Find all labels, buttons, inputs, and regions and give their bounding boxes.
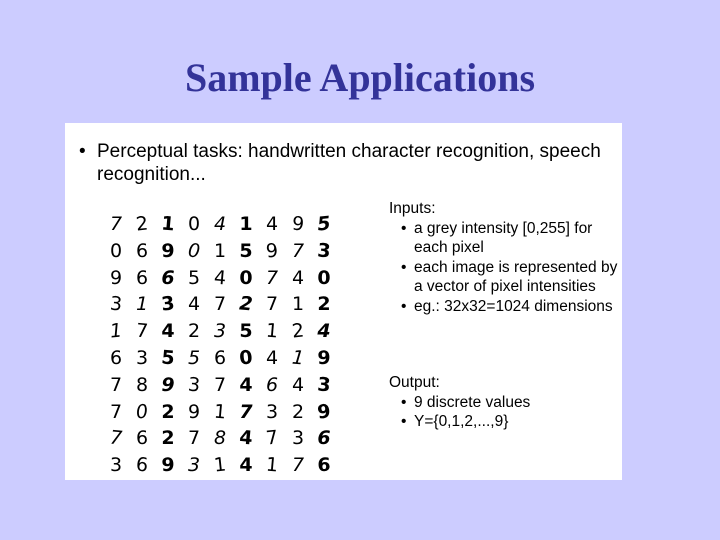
digit-cell: 1 <box>213 239 227 262</box>
digit-cell: 4 <box>161 320 175 343</box>
output-item <box>389 393 619 413</box>
digit-cell: 2 <box>238 292 254 316</box>
digit-cell: 7 <box>264 426 280 450</box>
digit-cell: 1 <box>291 293 305 316</box>
output-heading: Output: <box>389 374 440 391</box>
digit-cell: 5 <box>316 212 332 236</box>
digit-cell: 2 <box>291 400 305 423</box>
digit-cell: 4 <box>291 373 305 396</box>
digit-cell: 6 <box>317 454 331 477</box>
digit-cell: 6 <box>265 373 279 396</box>
inputs-block <box>389 199 619 316</box>
digit-cell: 7 <box>213 373 227 396</box>
digit-cell: 7 <box>187 427 201 450</box>
digit-cell: 1 <box>265 453 280 477</box>
inputs-item-text: each image is represented by a vector of pixel intensities <box>414 258 618 295</box>
digit-cell: 9 <box>187 400 201 423</box>
output-item-text: Y={0,1,2,...,9} <box>414 413 509 430</box>
digit-cell: 0 <box>187 239 202 263</box>
digit-cell: 7 <box>265 266 279 289</box>
digit-cell: 0 <box>317 266 331 289</box>
digit-cell: 9 <box>291 212 306 236</box>
inputs-item <box>389 297 619 317</box>
digit-cell: 3 <box>160 292 176 317</box>
digit-cell: 3 <box>187 373 202 397</box>
digit-cell: 7 <box>109 373 123 396</box>
digit-cell: 3 <box>291 427 305 450</box>
digit-cell: 0 <box>134 400 150 424</box>
digit-cell: 1 <box>160 212 176 236</box>
digit-cell: 5 <box>239 239 253 262</box>
digit-cell: 8 <box>135 373 149 396</box>
digit-cell: 1 <box>212 453 228 477</box>
digit-cell: 6 <box>161 266 175 289</box>
digit-cell: 5 <box>187 346 201 369</box>
content-panel <box>65 123 622 480</box>
inputs-item-text: eg.: 32x32=1024 dimensions <box>414 297 613 315</box>
digit-cell: 7 <box>109 400 123 423</box>
digit-cell: 7 <box>135 319 150 343</box>
digit-cell: 3 <box>316 239 332 263</box>
digit-cell: 9 <box>109 266 123 289</box>
digit-cell: 3 <box>135 346 149 369</box>
digit-cell: 8 <box>213 427 227 450</box>
digit-cell: 2 <box>187 320 201 343</box>
digit-cell: 3 <box>265 400 279 423</box>
digit-cell: 9 <box>161 373 175 396</box>
digit-cell: 6 <box>135 453 150 477</box>
inputs-item <box>389 219 619 258</box>
digit-cell: 3 <box>109 292 124 316</box>
digit-cell: 4 <box>265 346 279 369</box>
digit-cell: 2 <box>290 319 306 343</box>
bullet-icon: • <box>401 393 407 411</box>
bullet-icon: • <box>79 141 86 162</box>
digit-cell: 9 <box>161 239 175 262</box>
inputs-item-text: a grey intensity [0,255] for each pixel <box>414 219 593 256</box>
output-item-text: 9 discrete values <box>414 393 531 411</box>
digit-cell: 7 <box>291 239 305 262</box>
digit-grid <box>103 211 343 479</box>
inputs-list <box>389 219 619 317</box>
digit-cell: 7 <box>239 400 253 423</box>
digit-cell: 3 <box>187 454 201 477</box>
digit-cell: 4 <box>238 426 254 450</box>
digit-cell: 5 <box>187 266 201 289</box>
bullet-icon: • <box>401 258 407 276</box>
digit-cell: 4 <box>239 373 253 396</box>
digit-cell: 6 <box>135 239 149 262</box>
digit-cell: 0 <box>239 266 253 289</box>
digit-cell: 1 <box>265 319 280 343</box>
digit-cell: 1 <box>213 400 228 424</box>
digit-cell: 3 <box>316 373 332 397</box>
digit-cell: 9 <box>264 239 280 263</box>
digit-cell: 4 <box>239 454 253 477</box>
digit-cell: 2 <box>317 293 331 316</box>
digit-cell: 6 <box>135 427 149 450</box>
main-bullet-text: Perceptual tasks: handwritten character recognition, speech recognition... <box>97 141 601 185</box>
output-block <box>389 373 619 432</box>
digit-cell: 2 <box>134 212 150 236</box>
digit-cell: 4 <box>291 266 305 289</box>
slide-title: Sample Applications <box>184 55 536 100</box>
digit-cell: 7 <box>109 213 123 235</box>
bullet-icon: • <box>401 297 407 315</box>
digit-cell: 1 <box>135 293 149 316</box>
digit-cell: 0 <box>187 213 201 235</box>
bullet-icon: • <box>401 219 407 237</box>
digit-cell: 6 <box>317 427 331 450</box>
digit-cell: 3 <box>213 320 227 343</box>
digit-cell: 4 <box>265 213 279 235</box>
digit-cell: 9 <box>161 454 175 477</box>
bullet-icon: • <box>401 413 407 430</box>
digit-cell: 4 <box>213 266 228 290</box>
digit-cell: 3 <box>109 454 123 477</box>
inputs-heading: Inputs: <box>389 200 436 217</box>
digit-cell: 7 <box>213 293 227 316</box>
digit-cell: 7 <box>265 293 279 316</box>
digit-cell: 1 <box>291 346 306 370</box>
digit-cell: 2 <box>161 400 175 423</box>
digit-cell: 6 <box>135 266 149 289</box>
main-bullet <box>79 140 609 186</box>
digit-cell: 1 <box>108 319 124 343</box>
digit-cell: 2 <box>161 427 175 450</box>
output-list <box>389 393 619 432</box>
output-item <box>389 412 619 432</box>
digit-cell: 9 <box>317 346 331 369</box>
digit-cell: 0 <box>238 346 254 370</box>
digit-cell: 5 <box>239 320 253 343</box>
digit-cell: 6 <box>213 346 227 369</box>
digit-cell: 4 <box>213 213 227 235</box>
digit-cell: 1 <box>239 213 253 235</box>
digit-cell: 7 <box>109 426 124 450</box>
digit-cell: 4 <box>187 293 201 316</box>
digit-cell: 5 <box>160 346 176 370</box>
digit-cell: 7 <box>291 454 305 477</box>
inputs-item <box>389 258 619 297</box>
digit-cell: 4 <box>317 320 331 343</box>
digit-cell: 0 <box>109 239 123 262</box>
digit-cell: 9 <box>316 399 332 424</box>
digit-cell: 6 <box>109 346 123 369</box>
